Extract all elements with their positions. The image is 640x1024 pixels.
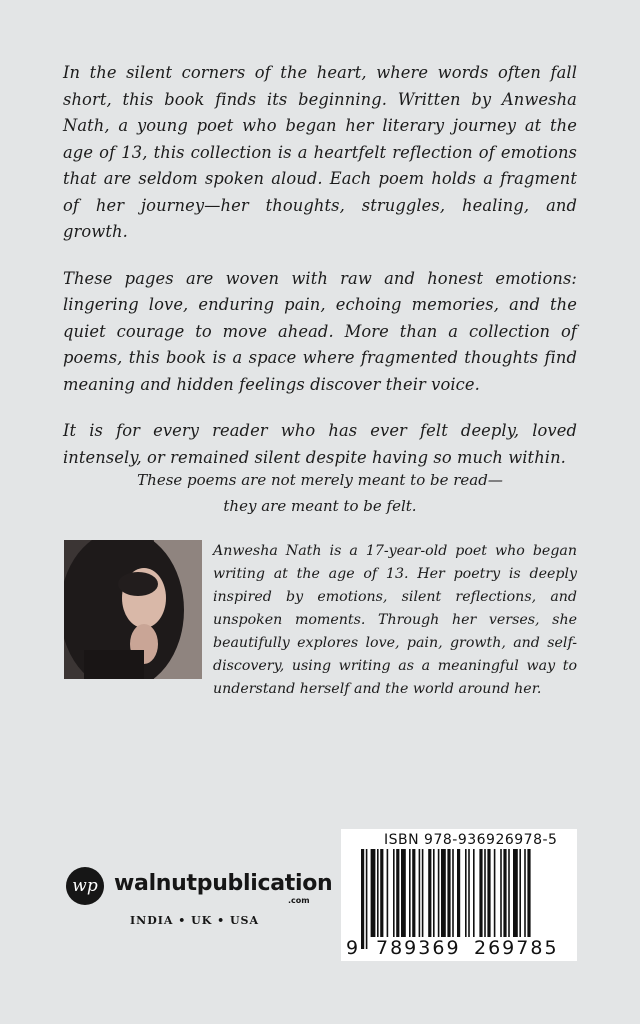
- isbn-barcode: [341, 829, 577, 961]
- author-portrait-image: [64, 540, 202, 679]
- barcode-bar: [473, 849, 475, 937]
- barcode-bar: [457, 849, 460, 937]
- barcode-bar: [412, 849, 415, 937]
- barcode-bar: [422, 849, 424, 937]
- pull-quote: [63, 467, 577, 519]
- publisher-logo-icon: wp: [66, 867, 104, 905]
- barcode-bar: [484, 849, 486, 937]
- barcode-bar: [361, 849, 364, 949]
- barcode-bar: [513, 849, 518, 937]
- publisher-name: walnutpublication: [114, 871, 333, 896]
- barcode-bar: [494, 849, 496, 937]
- barcode-digit-group: 9: [346, 937, 361, 959]
- blurb-paragraph: These pages are woven with raw and honest emotions: lingering love, enduring pain, echoing memories, and the quiet courage to move ahead. More than a collection of poems, this book is a space where fragmented thoughts find meaning and hidden feelings discover their voice.: [63, 268, 577, 394]
- publisher-block: [66, 862, 333, 932]
- barcode-digit-group: 789369: [376, 937, 461, 959]
- barcode-bar: [508, 849, 510, 937]
- barcode-bar: [527, 849, 530, 949]
- barcode-bar: [387, 849, 389, 937]
- quote-line: they are meant to be felt.: [223, 497, 417, 515]
- barcode-bar: [452, 849, 454, 937]
- barcode-bar: [419, 849, 421, 937]
- barcode-bar: [377, 849, 379, 937]
- barcode-bar: [487, 849, 490, 937]
- barcode-bar: [441, 849, 446, 949]
- author-bio: Anwesha Nath is a 17-year-old poet who began writing at the age of 13. Her poetry is deeply inspired by emotions, silent reflections, and unspoken moments. Through her verses, she beautifully explores love, pain, growth, and self-discovery, using writing as a meaningful way to understand herself and the world around her.: [213, 543, 577, 697]
- barcode-bar: [524, 849, 526, 949]
- isbn-label: ISBN 978-936926978-5: [384, 832, 558, 848]
- publisher-domain: .com: [288, 896, 310, 905]
- quote-line: These poems are not merely meant to be read—: [137, 471, 503, 489]
- barcode-bar: [380, 849, 383, 937]
- author-photo: [64, 540, 202, 679]
- barcode-bar: [393, 849, 395, 937]
- barcode-bar: [468, 849, 470, 937]
- barcode-bar: [396, 849, 399, 937]
- barcode-bar: [519, 849, 521, 937]
- barcode-bar: [447, 849, 450, 949]
- barcode-bar: [479, 849, 482, 937]
- barcode-bar: [366, 849, 368, 949]
- barcode-bar: [409, 849, 411, 937]
- barcode-bar: [438, 849, 440, 937]
- barcode-bar: [433, 849, 435, 937]
- barcode-bar: [503, 849, 506, 937]
- barcode-bar: [465, 849, 467, 937]
- publisher-countries: INDIA • UK • USA: [130, 914, 260, 927]
- blurb-paragraph: In the silent corners of the heart, where words often fall short, this book finds its beginning. Written by Anwesha Nath, a young poet who began her literary journey at the age of 13, this collection is a heartfelt reflection of emotions that are seldom spoken aloud. Each poem holds a fragment of her journey—her thoughts, struggles, healing, and growth.: [63, 63, 577, 241]
- blurb-paragraph: It is for every reader who has ever felt deeply, loved intensely, or remained silent despite having so much within.: [63, 421, 577, 467]
- book-blurb: [63, 60, 577, 491]
- barcode-bar: [401, 849, 406, 937]
- barcode-bar: [371, 849, 376, 937]
- barcode-bar: [428, 849, 431, 937]
- barcode-bar: [500, 849, 502, 937]
- barcode-digit-group: 269785: [474, 937, 559, 959]
